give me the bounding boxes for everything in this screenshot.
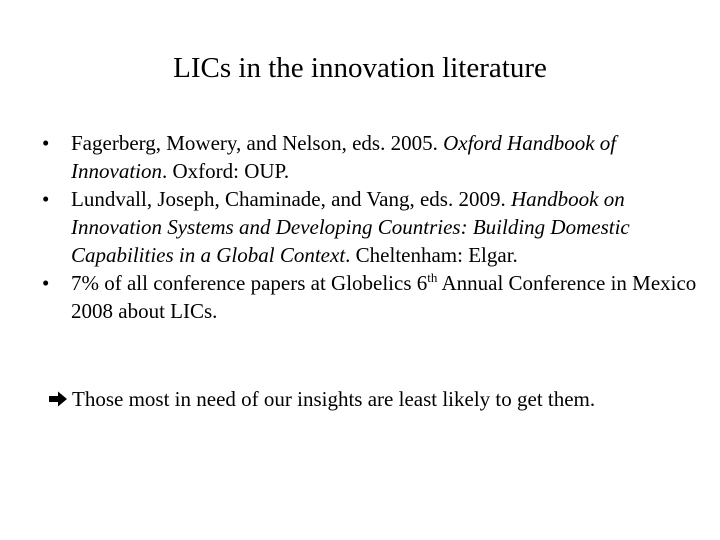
bullet-item-fagerberg [40, 129, 710, 185]
reference-authors: Lundvall, Joseph, Chaminade, and Vang, eds. 2009. [71, 187, 511, 211]
book-title: Oxford Handbook of Innovation [71, 131, 617, 183]
bullet-item-globelics [40, 269, 710, 325]
statistic-text-end: Annual Conference in Mexico 2008 about LICs. [71, 271, 697, 323]
bullet-symbol: • [42, 131, 50, 155]
conclusion [48, 385, 718, 415]
bullet-list [40, 129, 710, 325]
book-title: Handbook on Innovation Systems and Developing Countries: Building Domestic Capabilities in a Global Context [71, 187, 630, 267]
statistic-text: 7% of all conference papers at Globelics 6 [71, 271, 428, 295]
bullet-item-lundvall [40, 185, 710, 269]
ordinal-superscript: th [427, 270, 438, 285]
bullet-symbol: • [42, 187, 50, 211]
slide-title: LICs in the innovation literature [173, 52, 547, 84]
reference-authors: Fagerberg, Mowery, and Nelson, eds. 2005. [71, 131, 444, 155]
publisher: . Cheltenham: Elgar. [345, 243, 518, 267]
bullet-symbol: • [42, 271, 50, 295]
conclusion-text: Those most in need of our insights are least likely to get them. [72, 387, 596, 411]
publisher: . Oxford: OUP. [161, 159, 290, 183]
right-arrow-icon [48, 387, 68, 415]
